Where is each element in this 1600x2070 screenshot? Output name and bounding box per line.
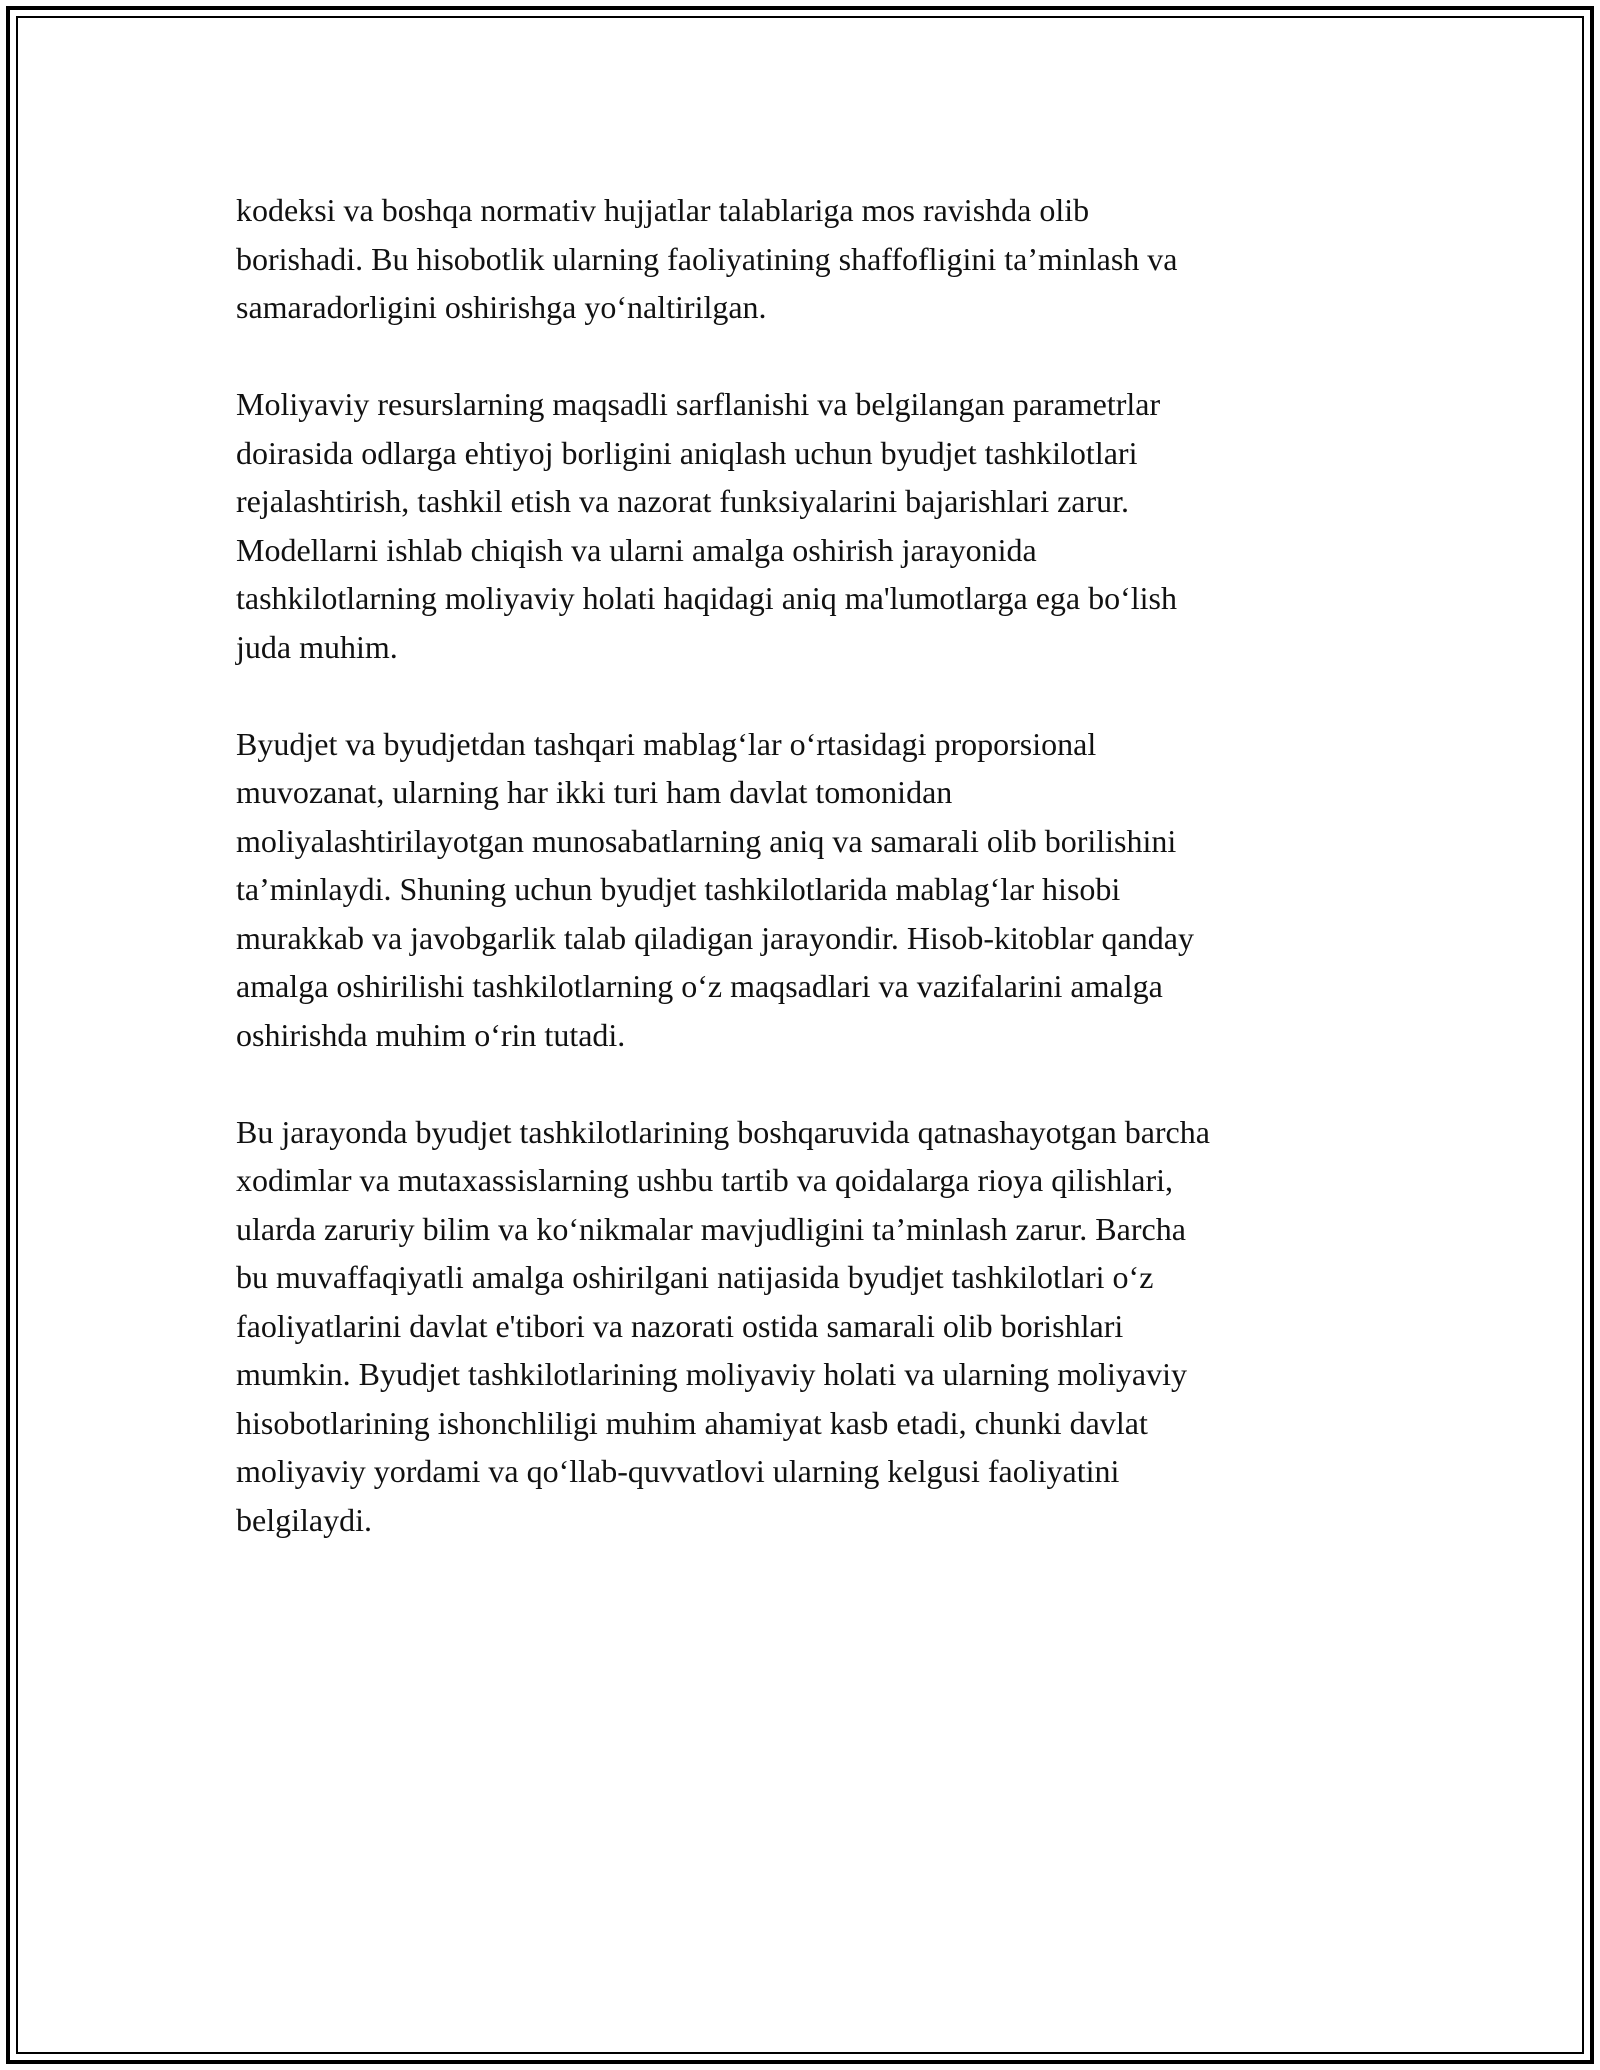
text-line: belgilaydi. [236,1501,372,1538]
text-line: kodeksi va boshqa normativ hujjatlar talablariga mos ravishda olib [236,192,1090,228]
paragraph-2 [236,380,1366,671]
text-line: borishadi. Bu hisobotlik ularning faoliyatining shaffofligini ta’minlash va [236,240,1178,277]
paragraph-1 [236,186,1366,332]
text-line: samaradorligini oshirishga yo‘naltirilgan. [236,289,767,325]
text-line: tashkilotlarning moliyaviy holati haqidagi aniq ma'lumotlarga ega bo‘lish [236,580,1177,616]
text-line: rejalashtirish, tashkil etish va nazorat funksiyalarini bajarishlari zarur. [236,483,1130,519]
text-line: hisobotlarining ishonchliligi muhim ahamiyat kasb etadi, chunki davlat [236,1404,1148,1441]
text-line: murakkab va javobgarlik talab qiladigan jarayondir. Hisob-kitoblar qanday [236,919,1194,956]
text-line: Bu jarayonda byudjet tashkilotlarining boshqaruvida qatnashayotgan barcha [236,1113,1210,1150]
text-line: Modellarni ishlab chiqish va ularni amalga oshirish jarayonida [236,531,1037,568]
text-line: ta’minlaydi. Shuning uchun byudjet tashkilotlarida mablag‘lar hisobi [236,871,1121,907]
paragraph-3 [236,720,1366,1060]
text-line: Moliyaviy resurslarning maqsadli sarflanishi va belgilangan parametrlar [236,386,1161,422]
text-line: oshirishda muhim o‘rin tutadi. [236,1016,626,1053]
text-line: xodimlar va mutaxassislarning ushbu tartib va qoidalarga rioya qilishlari, [236,1162,1173,1198]
text-line: doirasida odlarga ehtiyoj borligini aniqlash uchun byudjet tashkilotlari [236,434,1138,471]
text-line: ularda zaruriy bilim va ko‘nikmalar mavjudligini ta’minlash zarur. Barcha [236,1210,1186,1247]
text-line: bu muvaffaqiyatli amalga oshirilgani natijasida byudjet tashkilotlari o‘z [236,1259,1154,1295]
text-line: mumkin. Byudjet tashkilotlarining moliyaviy holati va ularning moliyaviy [236,1356,1187,1392]
document-body [236,186,1366,1593]
text-line: Byudjet va byudjetdan tashqari mablag‘lar o‘rtasidagi proporsional [236,725,1097,762]
text-line: moliyaviy yordami va qo‘llab-quvvatlovi ularning kelgusi faoliyatini [236,1453,1120,1489]
text-line: amalga oshirilishi tashkilotlarning o‘z maqsadlari va vazifalarini amalga [236,968,1163,1004]
paragraph-4 [236,1108,1366,1545]
text-line: muvozanat, ularning har ikki turi ham davlat tomonidan [236,774,953,810]
text-line: moliyalashtirilayotgan munosabatlarning aniq va samarali olib borilishini [236,822,1177,859]
text-line: faoliyatlarini davlat e'tibori va nazorati ostida samarali olib borishlari [236,1307,1124,1344]
text-line: juda muhim. [236,628,398,665]
